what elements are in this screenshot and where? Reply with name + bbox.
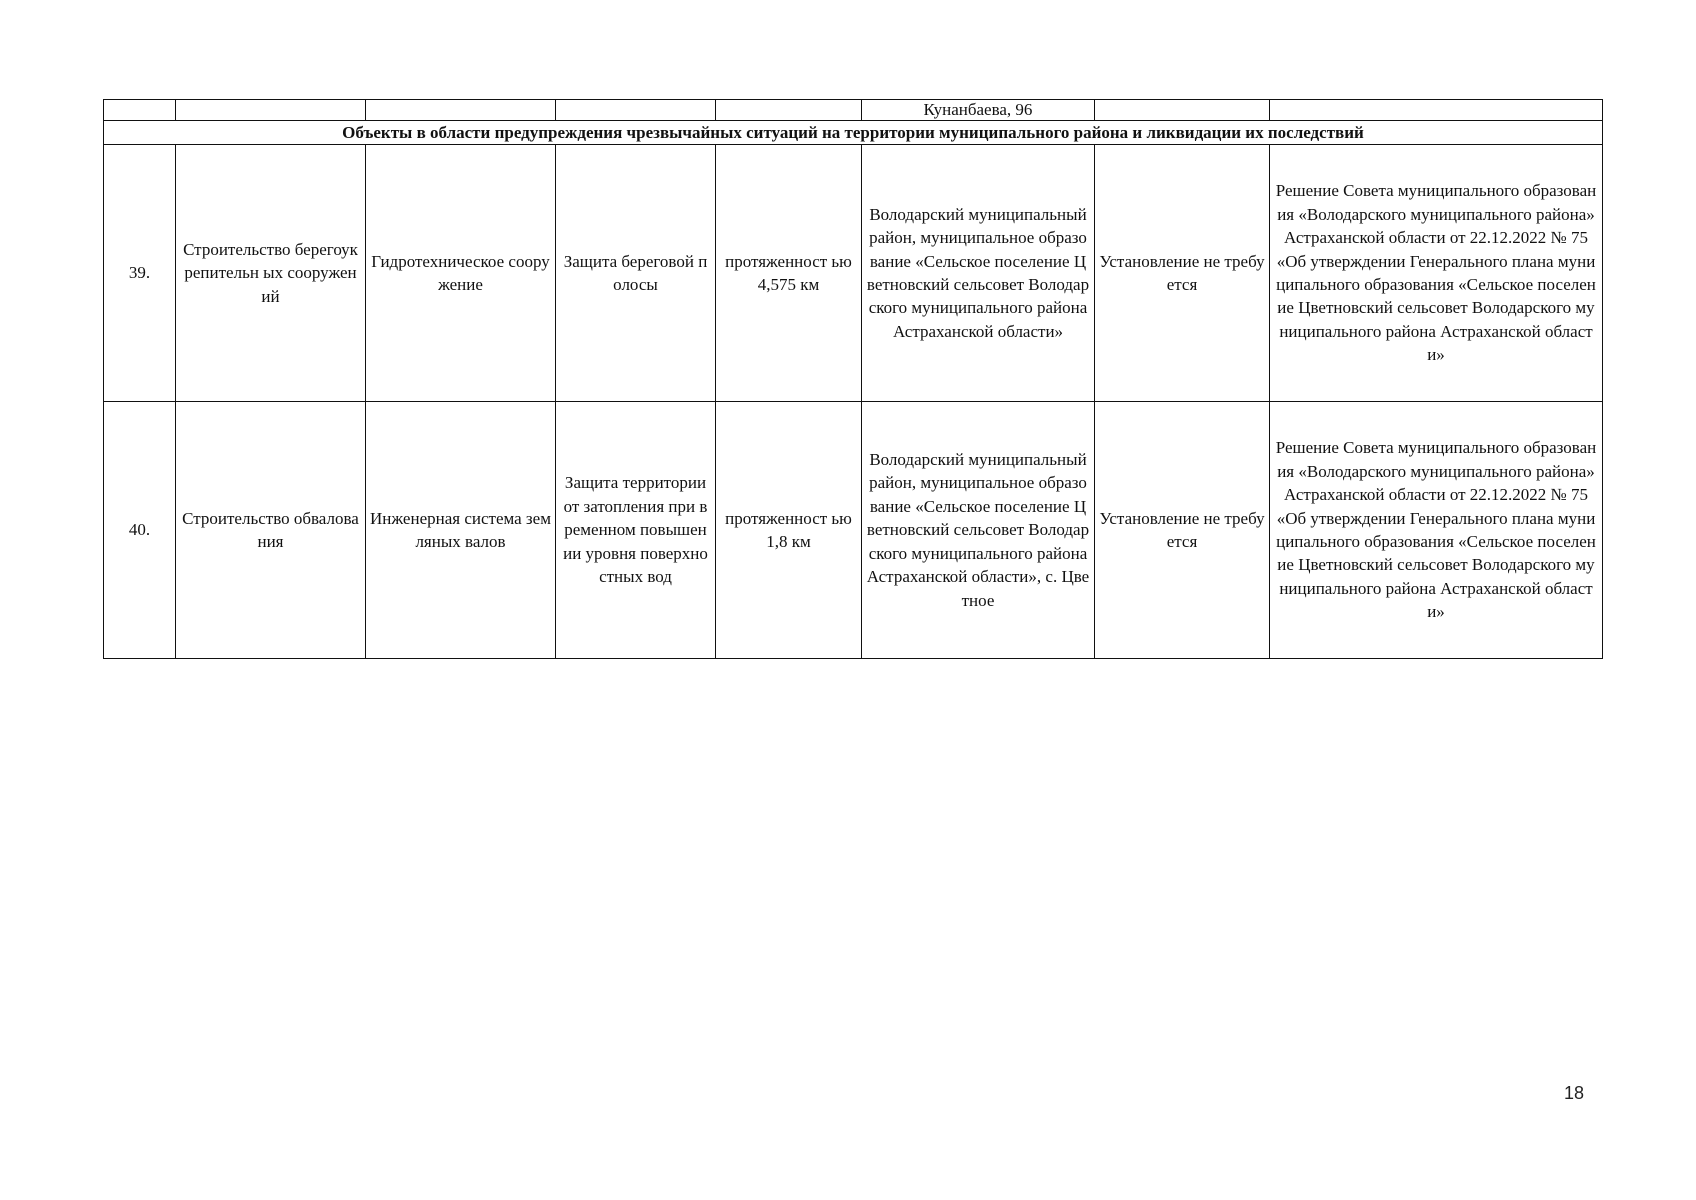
cell-characteristics: протяженност ью 1,8 км [716, 402, 862, 659]
cell-zones: Установление не требуется [1095, 402, 1270, 659]
cell-location: Володарский муниципальный район, муниципальное образование «Сельское поселение Цветновский сельсовет Володарского муниципального района Астраханской области», с. Цветное [862, 402, 1095, 659]
section-header: Объекты в области предупреждения чрезвычайных ситуаций на территории муниципального района и ликвидации их последствий [104, 121, 1603, 145]
table-row [104, 402, 1603, 659]
cell-object-name: Строительство берегоукрепительн ых сооружений [176, 145, 366, 402]
page-number: 18 [1564, 1083, 1585, 1103]
cell-empty [556, 100, 716, 121]
cell-object-name: Строительство обвалования [176, 402, 366, 659]
cell-characteristics: протяженност ью 4,575 км [716, 145, 862, 402]
cell-number: 40. [104, 402, 176, 659]
cell-purpose: Защита территории от затопления при временном повышении уровня поверхностных вод [556, 402, 716, 659]
cell-empty [716, 100, 862, 121]
cell-object-type: Инженерная система земляных валов [366, 402, 556, 659]
table-row-continuation [104, 100, 1603, 121]
cell-empty [1095, 100, 1270, 121]
cell-zones: Установление не требуется [1095, 145, 1270, 402]
cell-object-type: Гидротехническое сооружение [366, 145, 556, 402]
cell-address-continuation: Кунанбаева, 96 [862, 100, 1095, 121]
objects-table [103, 99, 1603, 659]
cell-empty [104, 100, 176, 121]
cell-number: 39. [104, 145, 176, 402]
table-row [104, 145, 1603, 402]
cell-basis: Решение Совета муниципального образования «Володарского муниципального района» Астраханской области от 22.12.2022 № 75 «Об утверждении Генерального плана муниципального образования «Сельское поселение Цветновский сельсовет Володарского муниципального района Астраханской области» [1270, 402, 1603, 659]
cell-empty [366, 100, 556, 121]
cell-empty [1270, 100, 1603, 121]
section-header-row [104, 121, 1603, 145]
cell-basis: Решение Совета муниципального образования «Володарского муниципального района» Астраханской области от 22.12.2022 № 75 «Об утверждении Генерального плана муниципального образования «Сельское поселение Цветновский сельсовет Володарского муниципального района Астраханской области» [1270, 145, 1603, 402]
cell-location: Володарский муниципальный район, муниципальное образование «Сельское поселение Цветновский сельсовет Володарского муниципального района Астраханской области» [862, 145, 1095, 402]
cell-empty [176, 100, 366, 121]
cell-purpose: Защита береговой полосы [556, 145, 716, 402]
